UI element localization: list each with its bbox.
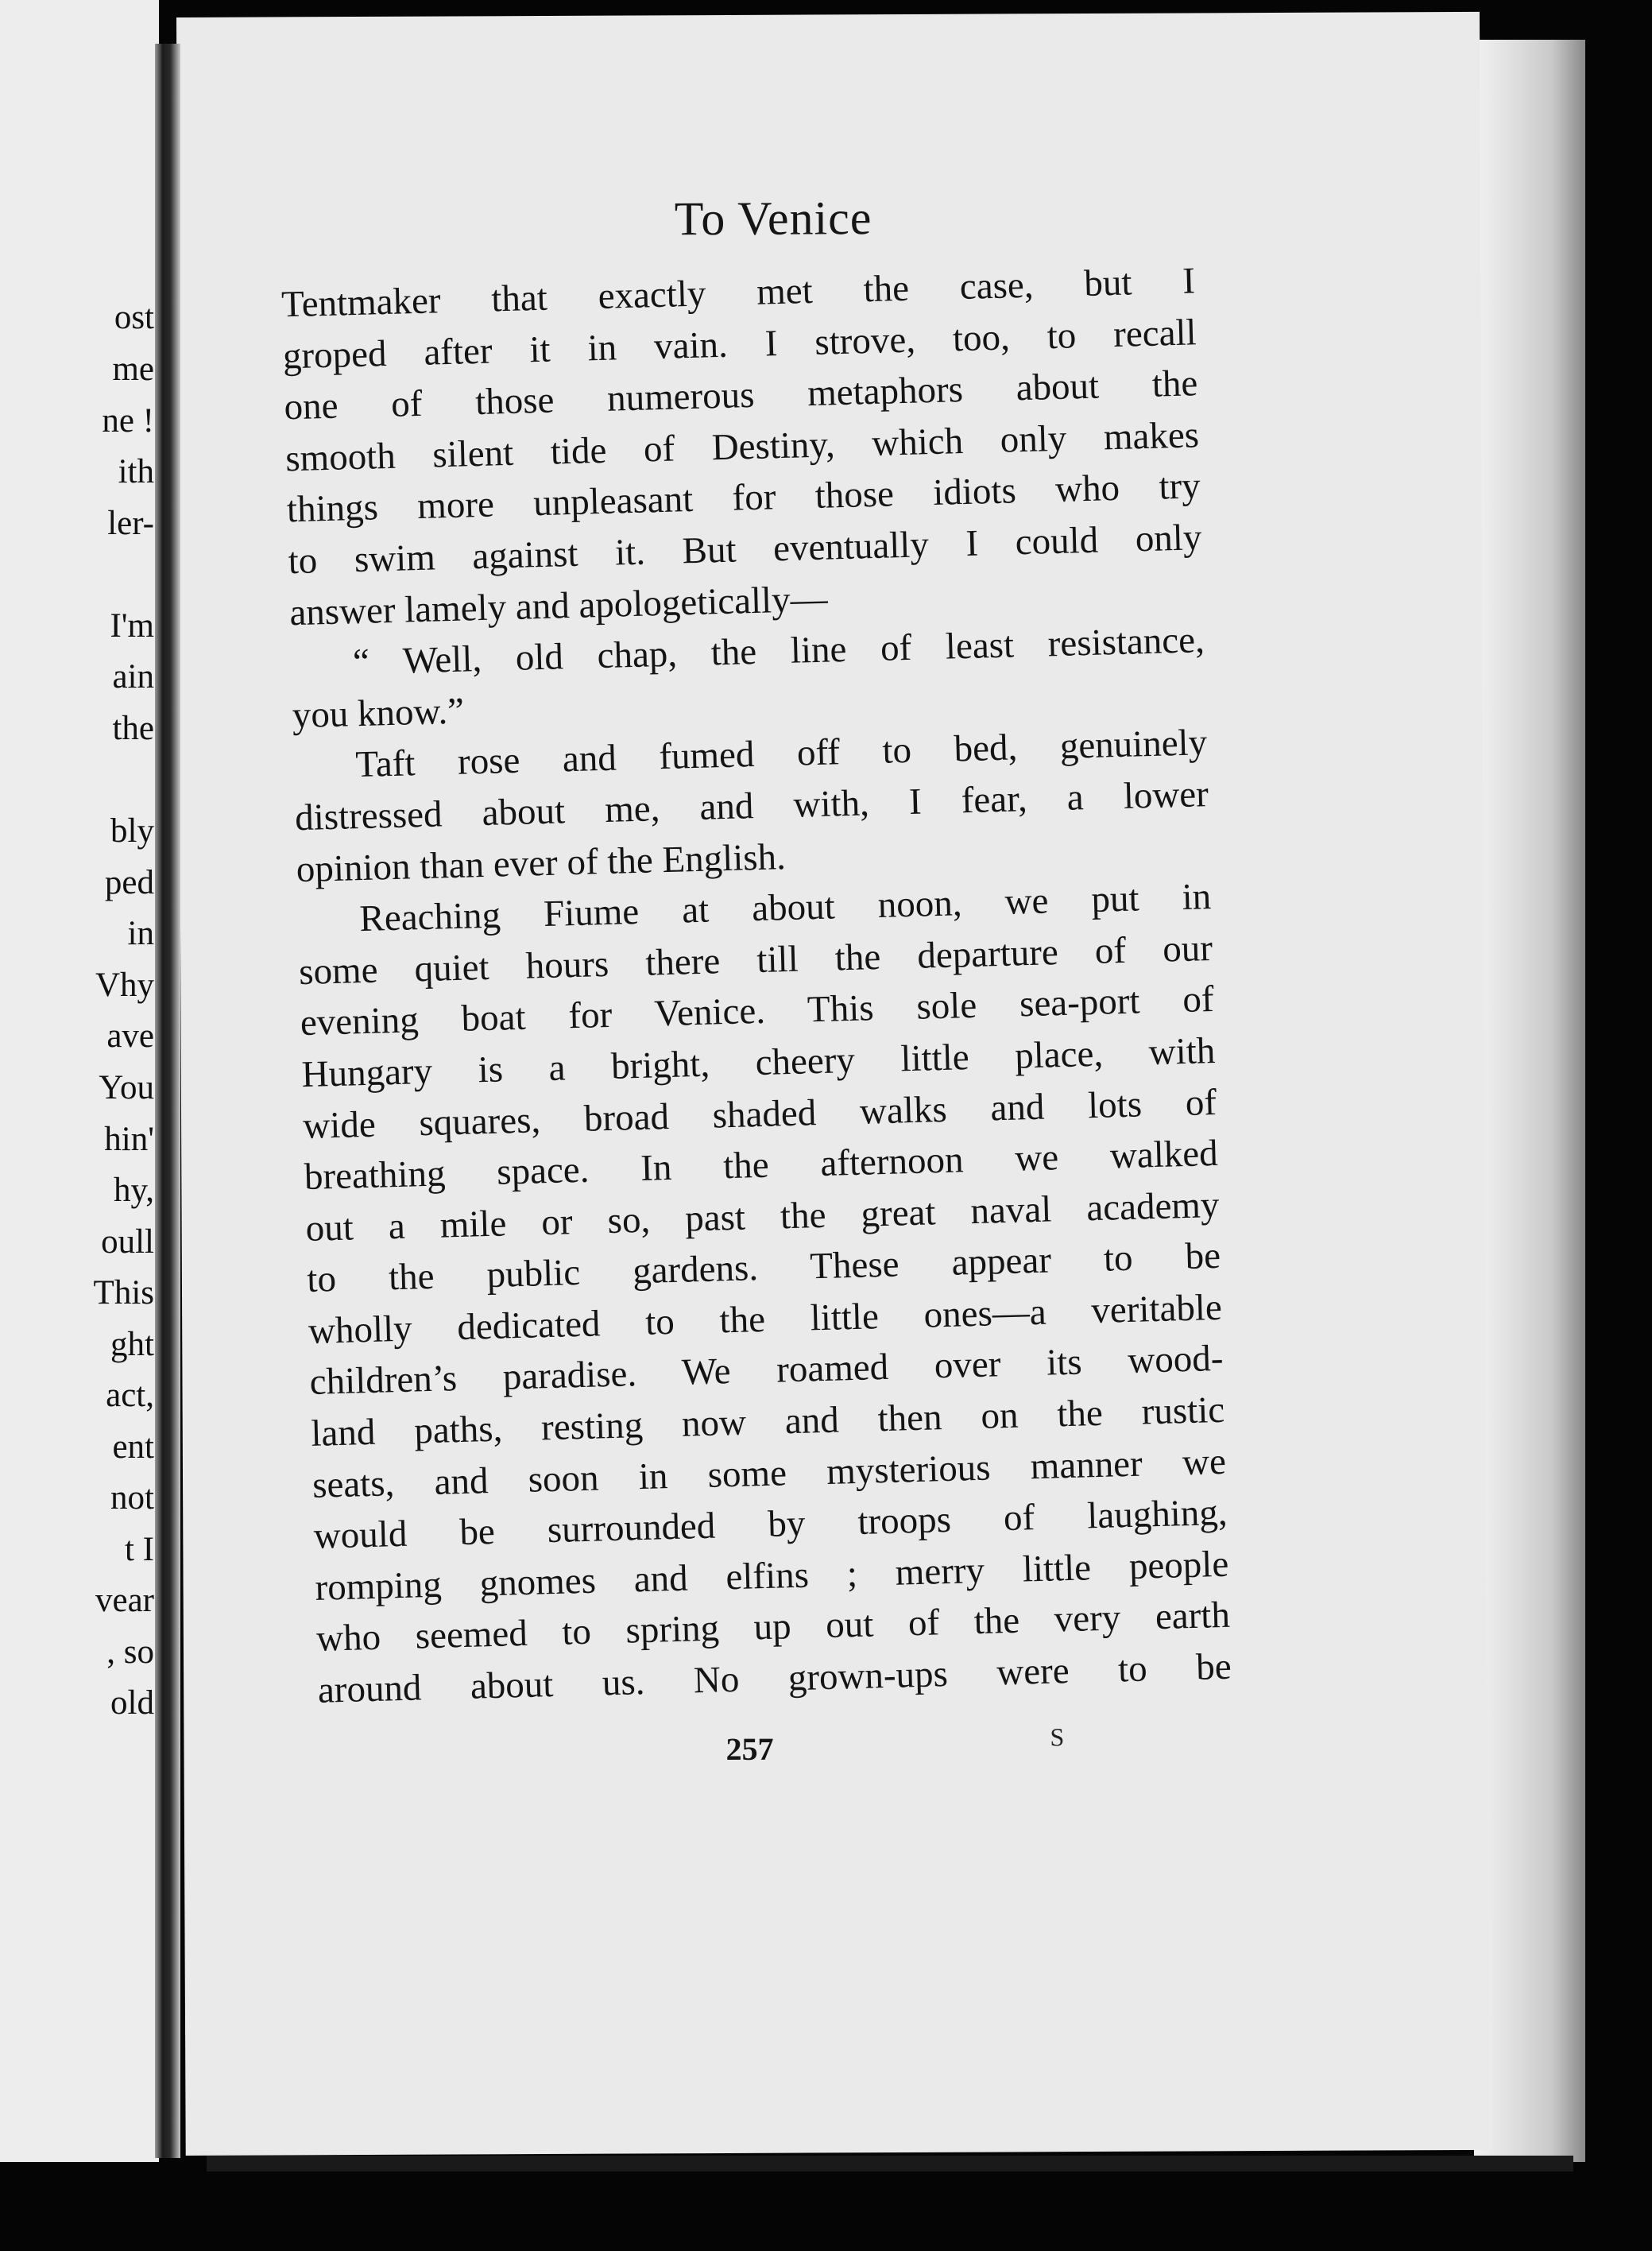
text-line: Taft rose and fumed off to bed, genuinely	[354, 722, 1208, 786]
left-line-fragment: the	[112, 710, 154, 747]
left-line-fragment: ith	[118, 453, 154, 490]
text-line: “ Well, old chap, the line of least resistance,	[352, 619, 1205, 684]
left-line-fragment: not	[110, 1479, 154, 1517]
left-line-fragment: , so	[106, 1633, 154, 1671]
left-line-fragment: You	[99, 1069, 154, 1106]
left-line-fragment: ave	[106, 1017, 154, 1055]
left-line-fragment: ler-	[107, 505, 154, 542]
page-stack-edge	[1474, 40, 1585, 2162]
left-line-fragment: act,	[106, 1377, 154, 1414]
text-line: answer lamely and apologetically—	[288, 578, 829, 633]
text-line: wholly dedicated to the little ones—a veritable	[308, 1286, 1223, 1352]
left-line-fragment: oull	[101, 1223, 154, 1261]
left-line-fragment: t I	[124, 1531, 154, 1568]
left-line-fragment: ain	[112, 658, 154, 695]
left-line-fragment: vear	[95, 1582, 154, 1619]
text-line: who seemed to spring up out of the very earth	[315, 1594, 1231, 1660]
text-line: breathing space. In the afternoon we walked	[304, 1133, 1219, 1199]
right-page	[176, 12, 1489, 2156]
left-line-fragment: ost	[114, 299, 154, 336]
text-line: one of those numerous metaphors about the	[283, 362, 1198, 428]
left-line-fragment: ent	[112, 1428, 154, 1466]
text-line: you know.”	[292, 690, 465, 736]
text-line: romping gnomes and elfins ; merry little people	[314, 1543, 1229, 1609]
text-line: Reaching Fiume at about noon, we put in	[358, 876, 1212, 940]
text-line: opinion than ever of the English.	[296, 835, 787, 890]
left-line-fragment: bly	[110, 812, 154, 850]
signature-mark: S	[1050, 1722, 1065, 1752]
text-line: around about us. No grown-ups were to be	[317, 1645, 1232, 1711]
text-line: evening boat for Venice. This sole sea-port of	[300, 978, 1215, 1044]
text-line: to the public gardens. These appear to be	[306, 1235, 1221, 1301]
text-line: Tentmaker that exactly met the case, but I	[280, 260, 1196, 326]
body-text	[280, 255, 1232, 1716]
left-line-fragment: Vhy	[95, 967, 154, 1004]
left-line-fragment: This	[93, 1274, 154, 1311]
text-line: distressed about me, and with, I fear, a lower	[294, 773, 1209, 839]
left-line-fragment: ne !	[102, 402, 154, 440]
text-line: groped after it in vain. I strove, too, to recall	[282, 311, 1197, 377]
text-line: Hungary is a bright, cheery little place, with	[300, 1029, 1216, 1095]
text-line: seats, and soon in some mysterious manner we	[311, 1440, 1227, 1506]
running-head: To Venice	[674, 192, 872, 246]
left-line-fragment: ght	[110, 1326, 154, 1363]
text-line: out a mile or so, past the great naval academy	[305, 1184, 1220, 1249]
text-line: things more unpleasant for those idiots who try	[286, 465, 1201, 531]
text-line: would be surrounded by troops of laughing,	[313, 1492, 1228, 1558]
left-line-fragment: old	[110, 1684, 154, 1722]
left-page-fragment	[0, 0, 159, 2162]
text-line: children’s paradise. We roamed over its wood-	[309, 1338, 1224, 1404]
page-number: 257	[725, 1730, 774, 1768]
text-line: wide squares, broad shaded walks and lots of	[302, 1081, 1217, 1147]
page-bottom-shadow	[207, 2156, 1573, 2172]
left-line-fragment: in	[127, 915, 154, 952]
text-line: some quiet hours there till the departure of our	[298, 927, 1213, 993]
left-line-fragment: hin'	[104, 1121, 154, 1158]
book-gutter	[155, 44, 180, 2158]
left-line-fragment: ped	[104, 864, 154, 901]
text-line: to swim against it. But eventually I could only	[288, 517, 1203, 583]
left-line-fragment: I'm	[110, 607, 154, 645]
text-line: smooth silent tide of Destiny, which only makes	[284, 414, 1200, 480]
left-line-fragment: me	[112, 351, 154, 388]
left-line-fragment: hy,	[114, 1172, 154, 1209]
text-line: land paths, resting now and then on the rustic	[310, 1389, 1225, 1455]
